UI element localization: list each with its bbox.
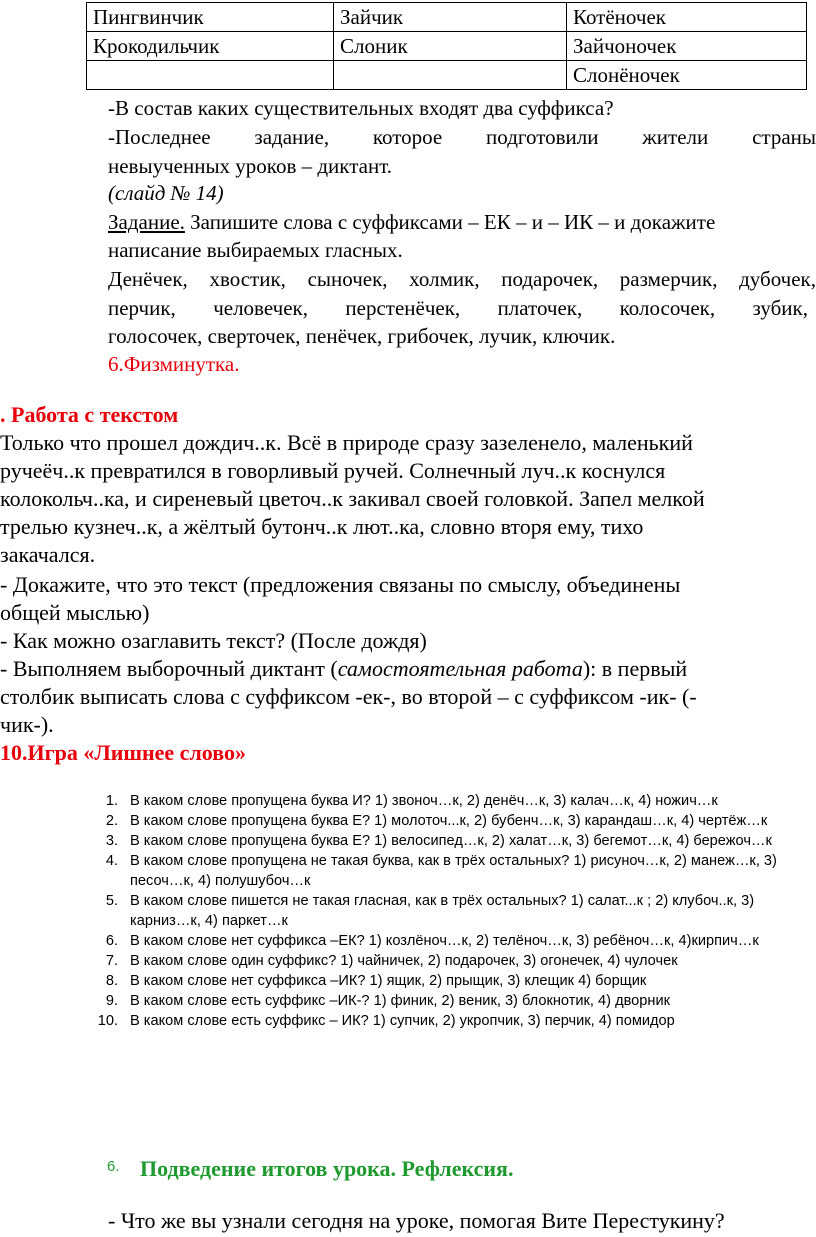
zadanie-line2: написание выбираемых гласных. xyxy=(108,238,403,262)
table-cell: Зайчоночек xyxy=(567,32,807,61)
text-line: Только что прошел дождич..к. Всё в природе сразу зазеленело, маленький xyxy=(0,430,693,455)
list-item xyxy=(90,931,810,951)
text-work-heading: . Работа с текстом xyxy=(0,402,179,427)
text-line: ручеёч..к превратился в говорливый ручей. Солнечный луч..к коснулся xyxy=(0,458,666,483)
list-text: В каком слове есть суффикс – ИК? 1) супчик, 2) укропчик, 3) перчик, 4) помидор xyxy=(130,1013,675,1029)
list-item xyxy=(90,991,810,1011)
suffix-words-table xyxy=(86,2,807,90)
edge-decoration xyxy=(808,75,816,1235)
list-item xyxy=(90,791,810,811)
dictation-line1 xyxy=(0,654,687,684)
table-row xyxy=(87,61,807,90)
final-question: - Что же вы узнали сегодня на уроке, помогая Вите Перестукину? xyxy=(108,1208,725,1233)
list-text: В каком слове один суффикс? 1) чайничек, 2) подарочек, 3) огонечек, 4) чулочек xyxy=(130,953,678,969)
list-item xyxy=(90,831,810,851)
list-text: В каком слове нет суффикса –ИК? 1) ящик, 2) прыщик, 3) клещик 4) борщик xyxy=(130,973,647,989)
title-question: - Как можно озаглавить текст? (После дождя) xyxy=(0,628,427,653)
zadanie-line1 xyxy=(108,208,715,237)
list-text: В каком слове пропущена буква Е? 1) велосипед…к, 2) халат…к, 3) бегемот…к, 4) бережоч…к xyxy=(130,833,772,849)
list-text: В каком слове пропущена буква И? 1) звоноч…к, 2) денёч…к, 3) калач…к, 4) ножич…к xyxy=(130,793,718,809)
last-task-line2: невыученных уроков – диктант. xyxy=(108,154,393,178)
list-item xyxy=(90,811,810,831)
text-line: закачался. xyxy=(0,542,96,567)
dictation-line3: чик-). xyxy=(0,712,54,737)
dictation-text-a: - Выполняем выборочный диктант ( xyxy=(0,656,338,681)
list-number: 5. xyxy=(105,893,118,909)
dictation-line2: столбик выписать слова с суффиксом -ек-, во второй – с суффиксом -ик- (- xyxy=(0,684,697,709)
fizminutka-heading: 6.Физминутка. xyxy=(108,352,240,376)
list-number: 3. xyxy=(105,833,118,849)
list-text: В каком слове нет суффикса –ЕК? 1) козлёноч…к, 2) телёноч…к, 3) ребёноч…к, 4)кирпич…к xyxy=(130,933,759,949)
last-task-line1: -Последнее задание, которое подготовили жители страны xyxy=(108,125,816,149)
list-text: В каком слове пропущена буква Е? 1) молоточ...к, 2) бубенч…к, 3) карандаш…к, 4) чертёж…к xyxy=(130,813,768,829)
list-text: В каком слове есть суффикс –ИК-? 1) финик, 2) веник, 3) блокнотик, 4) дворник xyxy=(130,993,671,1009)
table-cell: Крокодильчик xyxy=(87,32,334,61)
list-number: 1. xyxy=(105,793,118,809)
task-list xyxy=(90,791,810,1031)
list-item xyxy=(90,851,810,891)
list-number: 4. xyxy=(105,853,118,869)
table-cell: Котёночек xyxy=(567,3,807,32)
words-line2: перчик, человечек, перстенёчек, платочек, колосочек, зубик, xyxy=(108,296,808,320)
list-item xyxy=(90,951,810,971)
table-row xyxy=(87,3,807,32)
zadanie-text: Запишите слова с суффиксами – ЕК – и – ИК – и докажите xyxy=(184,210,716,234)
table-cell xyxy=(334,61,567,90)
list-item xyxy=(90,971,810,991)
prove-line1: - Докажите, что это текст (предложения связаны по смыслу, объединены xyxy=(0,572,681,597)
summary-number: 6. xyxy=(107,1158,120,1175)
zadanie-label: Задание. xyxy=(108,210,185,234)
list-number: 10. xyxy=(97,1013,118,1029)
words-line3: голосочек, сверточек, пенёчек, грибочек, лучик, ключик. xyxy=(108,324,616,348)
game-heading: 10.Игра «Лишнее слово» xyxy=(0,740,246,765)
dictation-text-b: ): в первый xyxy=(582,656,688,681)
table-cell: Слонёночек xyxy=(567,61,807,90)
dictation-italic: самостоятельная работа xyxy=(337,656,583,681)
table-cell xyxy=(87,61,334,90)
prove-line2: общей мыслью) xyxy=(0,600,150,625)
words-line1: Денёчек, хвостик, сыночек, холмик, подарочек, размерчик, дубочек, xyxy=(108,267,816,291)
list-number: 2. xyxy=(105,813,118,829)
summary-heading: Подведение итогов урока. Рефлексия. xyxy=(140,1156,514,1181)
table-cell: Пингвинчик xyxy=(87,3,334,32)
list-item xyxy=(90,1011,810,1031)
list-number: 7. xyxy=(105,953,118,969)
list-item xyxy=(90,891,810,931)
list-number: 8. xyxy=(105,973,118,989)
list-text: В каком слове пишется не такая гласная, как в трёх остальных? 1) салат...к ; 2) клубоч..к, 3) карниз…к, 4) паркет…к xyxy=(130,893,755,929)
question-two-suffixes: -В состав каких существительных входят два суффикса? xyxy=(108,96,614,120)
slide-reference: (слайд № 14) xyxy=(108,181,224,205)
text-line: колокольч..ка, и сиреневый цветоч..к закивал своей головкой. Запел мелкой xyxy=(0,486,705,511)
table-cell: Слоник xyxy=(334,32,567,61)
list-text: В каком слове пропущена не такая буква, как в трёх остальных? 1) рисуноч…к, 2) манеж…к, 3) песоч…к, 4) полушубоч…к xyxy=(130,853,777,889)
list-number: 6. xyxy=(105,933,118,949)
list-number: 9. xyxy=(105,993,118,1009)
table-row xyxy=(87,32,807,61)
text-line: трелью кузнеч..к, а жёлтый бутонч..к лют..ка, словно вторя ему, тихо xyxy=(0,514,644,539)
table-cell: Зайчик xyxy=(334,3,567,32)
